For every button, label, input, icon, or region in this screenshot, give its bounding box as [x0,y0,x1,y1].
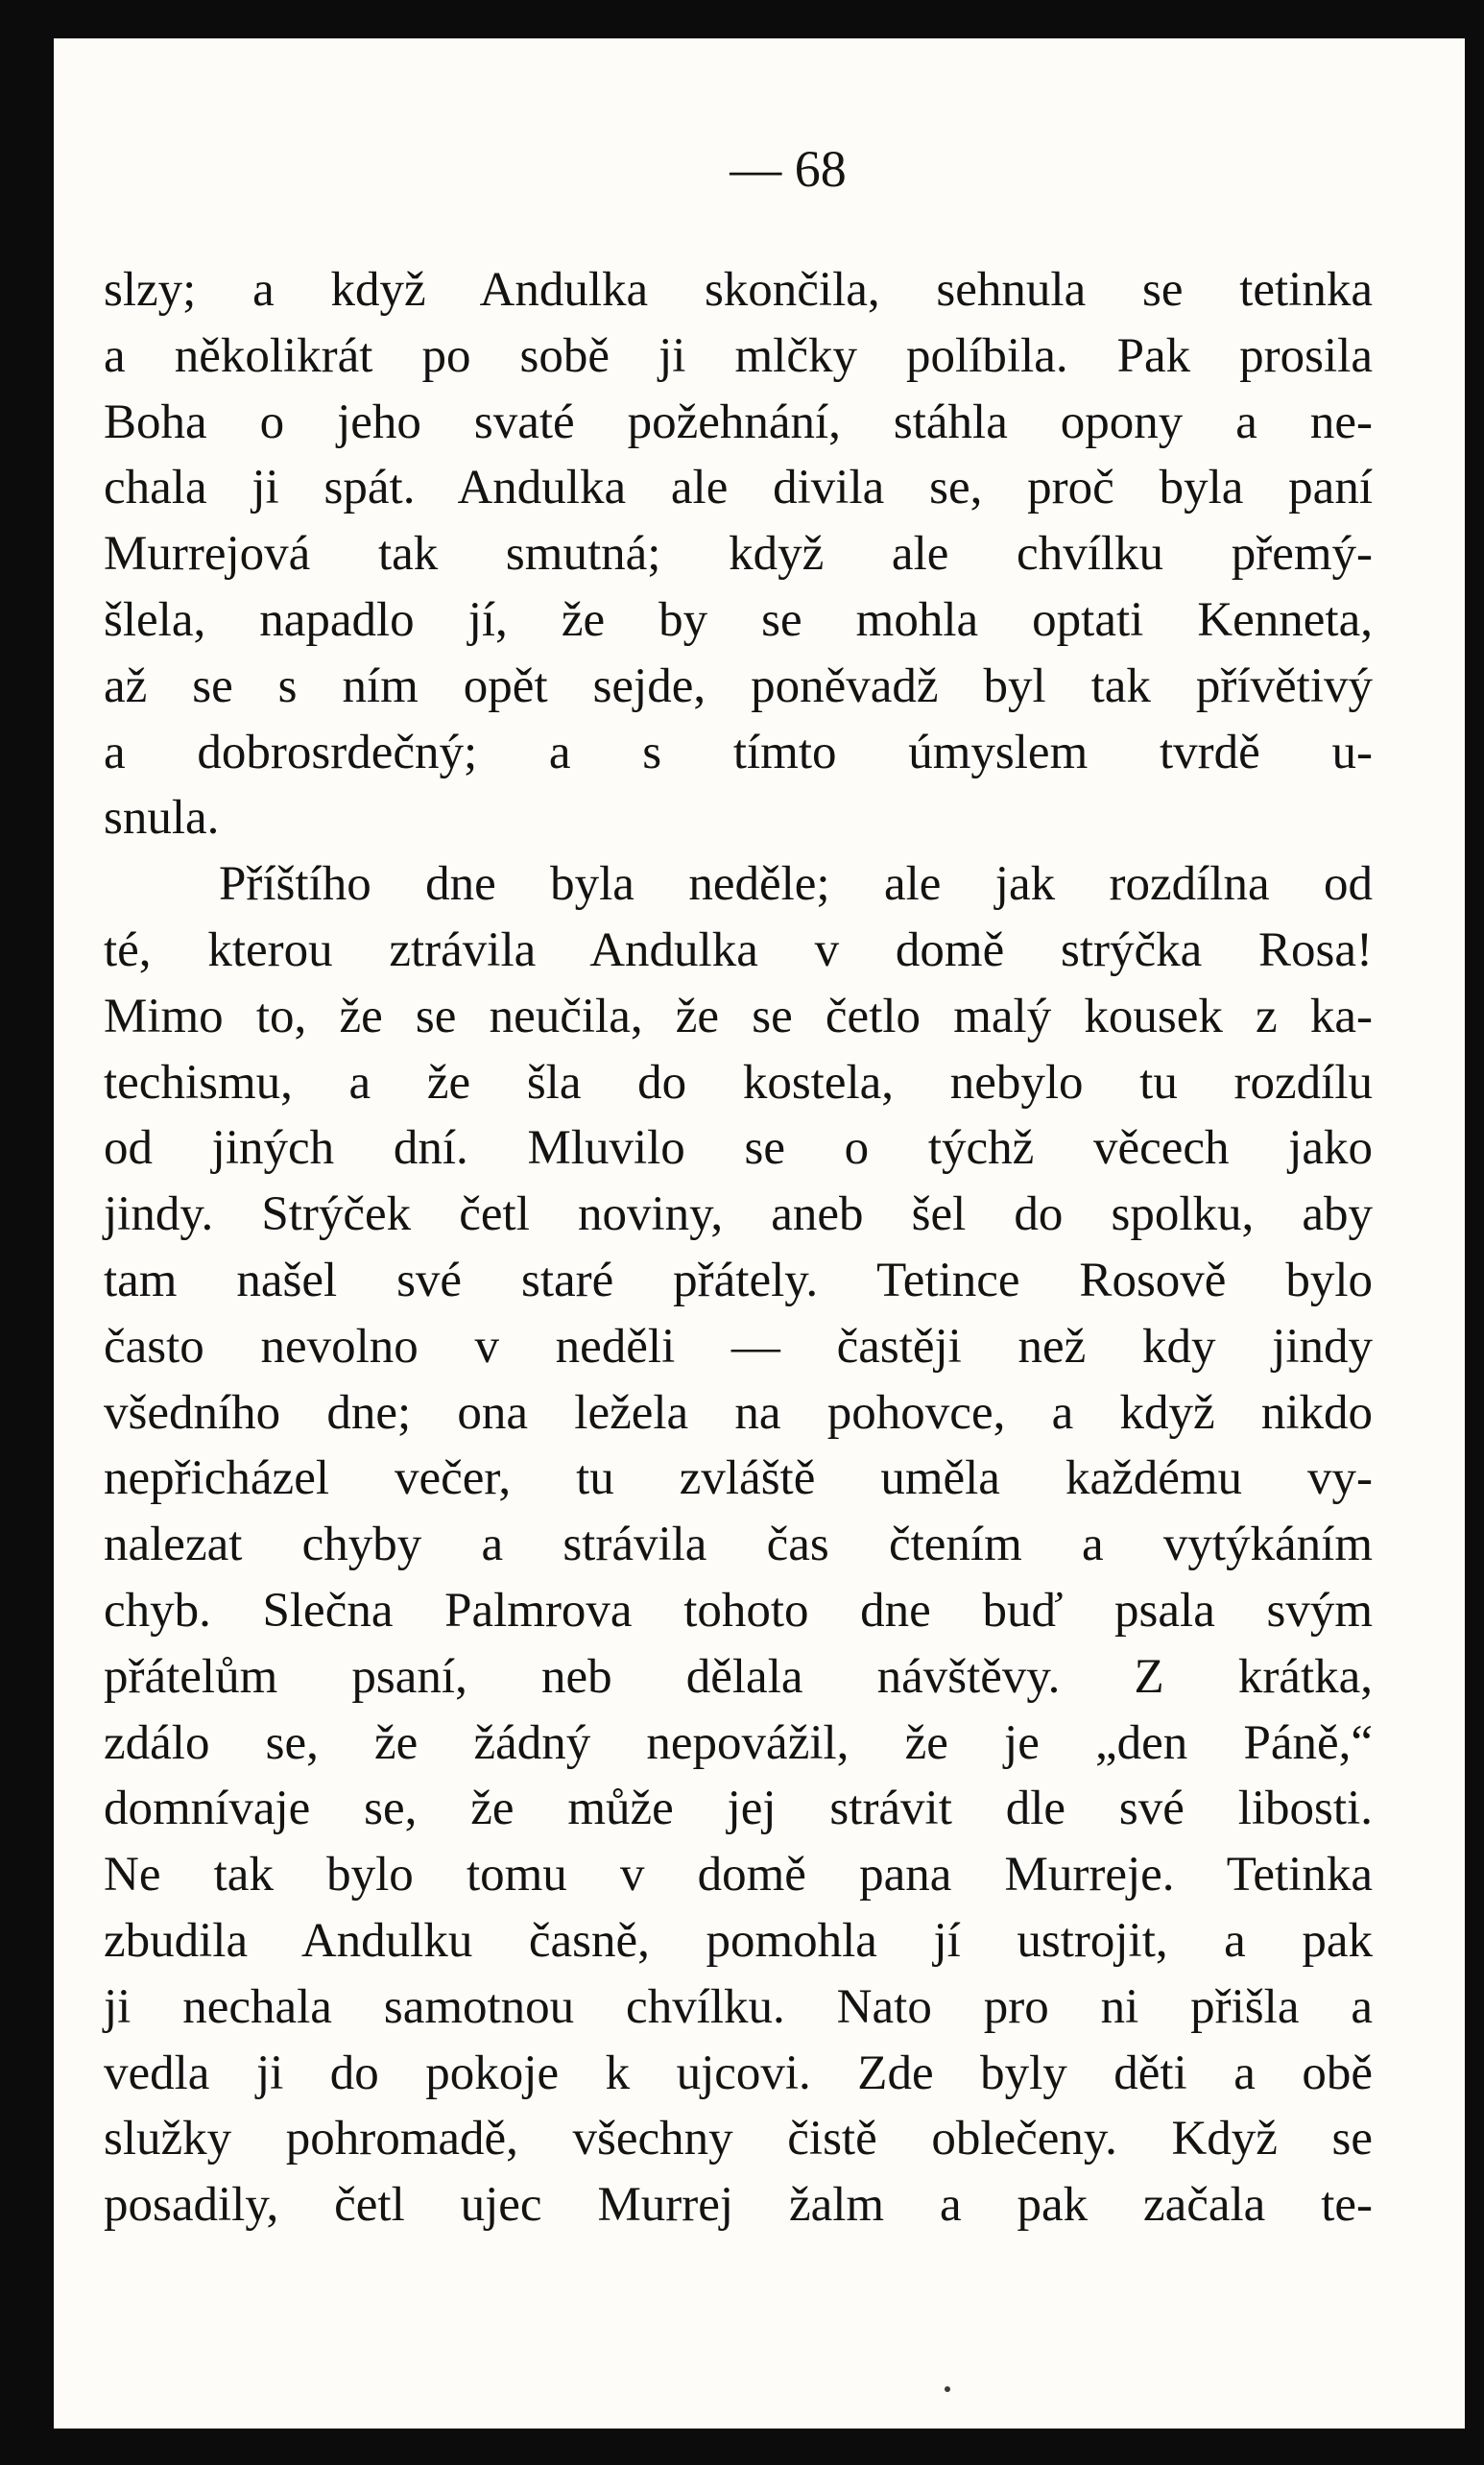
text-line: zdálo se, že žádný nepovážil, že je „den Páně,“ [104,1715,1373,1770]
text-line: slzy; a když Andulka skončila, sehnula se tetinka [104,263,1373,317]
text-line: domnívaje se, že může jej strávit dle své libosti. [104,1782,1373,1836]
text-line: šlela, napadlo jí, že by se mohla optati Kenneta, [104,592,1373,647]
text-line: ji nechala samotnou chvílku. Nato pro ni přišla a [104,1979,1373,2034]
text-line: často nevolno v neděli — častěji než kdy jindy [104,1319,1373,1374]
page-number: — 68 [730,140,847,198]
text-line: posadily, četl ujec Murrej žalm a pak začala te- [104,2178,1373,2233]
text-line: snula. [104,791,220,846]
book-page [54,38,1465,2429]
text-line: služky pohromadě, všechny čistě oblečeny. Když se [104,2112,1373,2166]
text-line: nepřicházel večer, tu zvláště uměla každému vy- [104,1451,1373,1506]
text-line: Ne tak bylo tomu v domě pana Murreje. Tetinka [104,1848,1373,1903]
text-line: té, kterou ztrávila Andulka v domě strýčka Rosa! [104,922,1373,977]
text-line: všedního dne; ona ležela na pohovce, a když nikdo [104,1385,1373,1440]
text-line: jindy. Strýček četl noviny, aneb šel do spolku, aby [104,1187,1373,1242]
text-line: přátelům psaní, neb dělala návštěvy. Z krátka, [104,1649,1373,1704]
text-line: až se s ním opět sejde, poněvadž byl tak přívětivý [104,658,1373,713]
text-line: chyb. Slečna Palmrova tohoto dne buď psala svým [104,1583,1373,1638]
text-line: zbudila Andulku časně, pomohla jí ustrojit, a pak [104,1913,1373,1968]
text-line: Boha o jeho svaté požehnání, stáhla opony a ne- [104,395,1373,449]
text-line: od jiných dní. Mluvilo se o týchž věcech jako [104,1121,1373,1176]
body-text [104,257,1373,2238]
text-line: tam našel své staré přátely. Tetince Rosově bylo [104,1253,1373,1307]
text-line: Mimo to, že se neučila, že se četlo malý kousek z ka- [104,989,1373,1043]
text-line: Příštího dne byla neděle; ale jak rozdílna od [219,857,1373,912]
text-line: chala ji spát. Andulka ale divila se, proč byla paní [104,461,1373,515]
text-line: a dobrosrdečný; a s tímto úmyslem tvrdě u- [104,725,1373,779]
print-speck [945,2386,950,2392]
text-line: vedla ji do pokoje k ujcovi. Zde byly děti a obě [104,2046,1373,2100]
text-line: nalezat chyby a strávila čas čtením a vytýkáním [104,1518,1373,1572]
text-line: techismu, a že šla do kostela, nebylo tu rozdílu [104,1055,1373,1110]
text-line: a několikrát po sobě ji mlčky políbila. Pak prosila [104,328,1373,383]
text-line: Murrejová tak smutná; když ale chvílku přemý- [104,527,1373,582]
